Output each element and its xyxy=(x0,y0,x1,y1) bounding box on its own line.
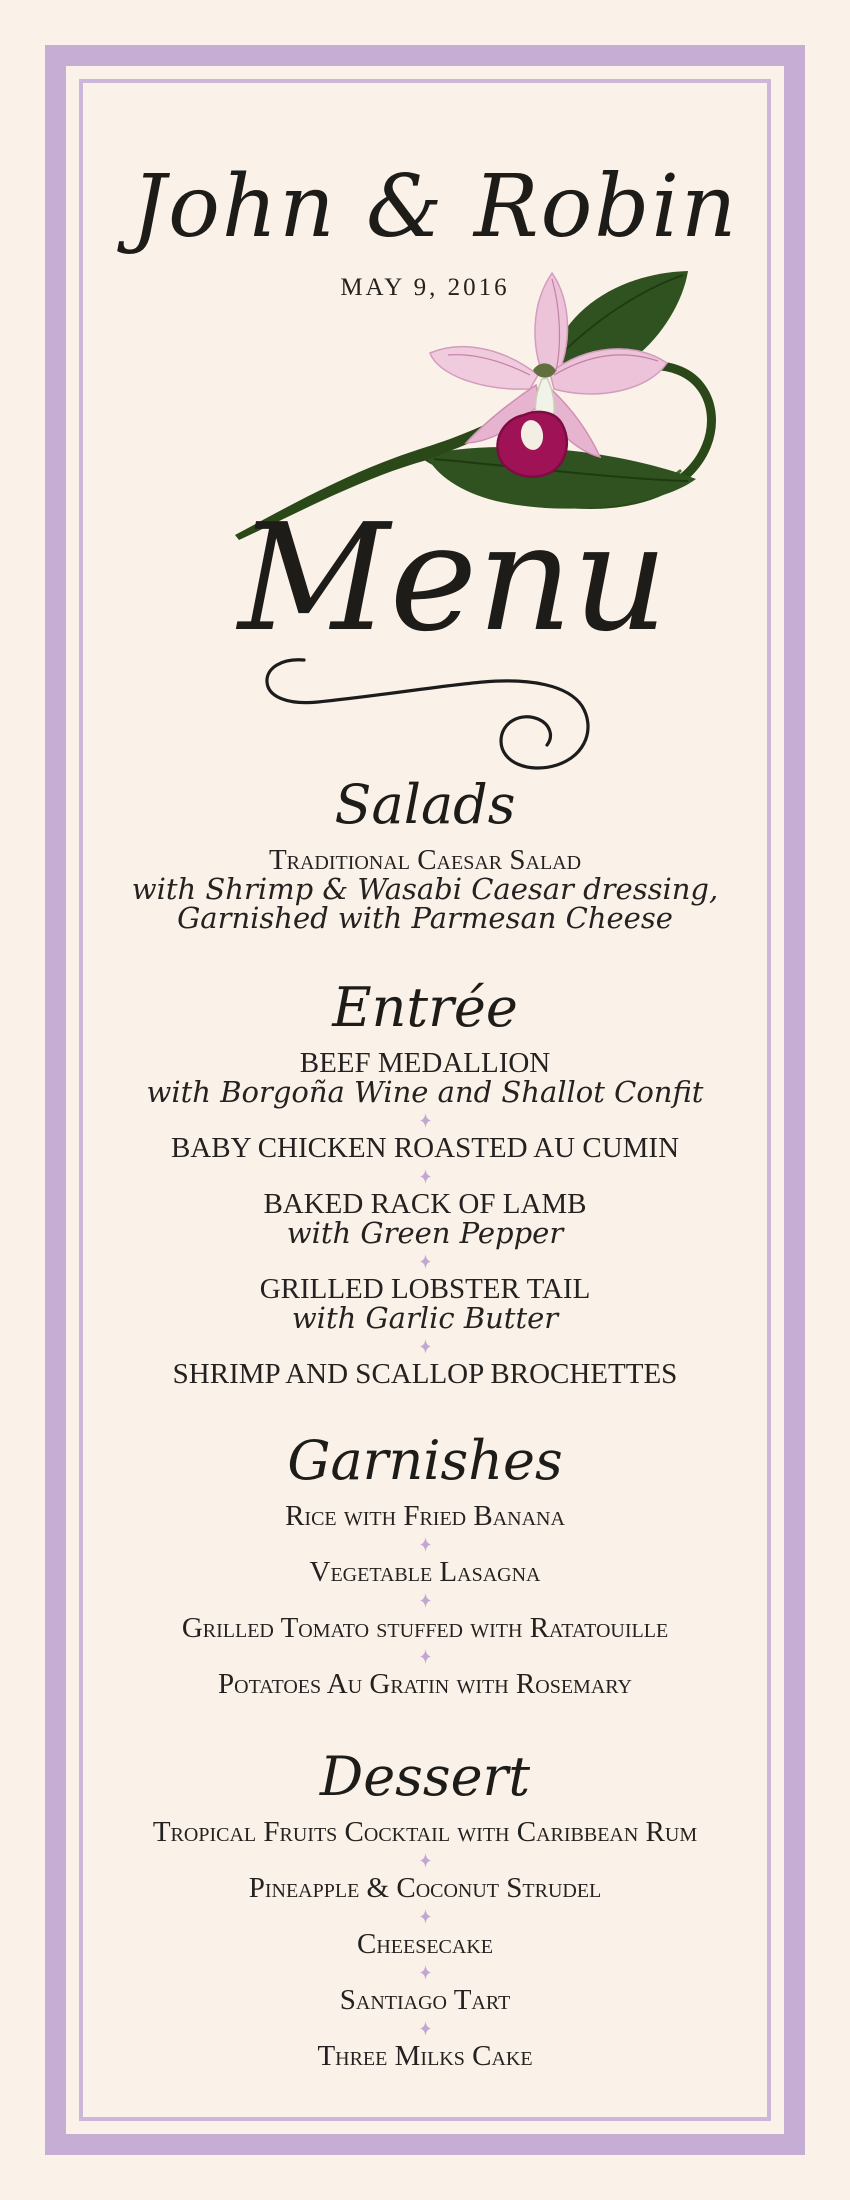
section-salads xyxy=(84,765,766,933)
diamond-separator-icon xyxy=(84,2015,766,2041)
menu-item: Three Milks Cake xyxy=(317,2040,533,2072)
menu-item: Vegetable Lasagna xyxy=(309,1556,541,1588)
section-heading: Entrée xyxy=(332,976,518,1039)
diamond-separator-icon xyxy=(84,1531,766,1557)
diamond-separator-icon xyxy=(84,1847,766,1873)
menu-item: Santiago Tart xyxy=(339,1984,511,2016)
diamond-separator-icon xyxy=(84,1643,766,1669)
menu-item: Cheesecake xyxy=(356,1928,493,1960)
event-date: MAY 9, 2016 xyxy=(340,274,510,301)
menu-title: Menu xyxy=(238,492,668,664)
section-garnishes xyxy=(84,1421,766,1699)
diamond-separator-icon xyxy=(84,1163,766,1189)
menu-item-detail: with Garlic Butter xyxy=(291,1301,559,1335)
diamond-separator-icon xyxy=(84,1903,766,1929)
section-entree xyxy=(84,968,766,1389)
diamond-separator-icon xyxy=(84,1587,766,1613)
menu-item: Tropical Fruits Cocktail with Caribbean Rum xyxy=(152,1816,698,1848)
menu-item-detail: with Borgoña Wine and Shallot Confit xyxy=(146,1075,704,1109)
menu-item: Rice with Fried Banana xyxy=(285,1500,565,1532)
diamond-separator-icon xyxy=(84,1248,766,1274)
section-heading: Salads xyxy=(334,773,516,836)
section-dessert xyxy=(84,1737,766,2071)
menu-item: SHRIMP AND SCALLOP BROCHETTES xyxy=(172,1358,678,1390)
menu-item-detail: Garnished with Parmesan Cheese xyxy=(177,901,673,935)
menu-item: Potatoes Au Gratin with Rosemary xyxy=(218,1668,632,1700)
menu-item: GRILLED LOBSTER TAIL xyxy=(259,1273,591,1305)
diamond-separator-icon xyxy=(84,1333,766,1359)
menu-item: Pineapple & Coconut Strudel xyxy=(248,1872,602,1904)
couple-names-title: John & Robin xyxy=(131,157,739,257)
menu-item: Grilled Tomato stuffed with Ratatouille xyxy=(181,1612,669,1644)
diamond-separator-icon xyxy=(84,1107,766,1133)
section-heading: Dessert xyxy=(319,1745,531,1808)
diamond-separator-icon xyxy=(84,1959,766,1985)
menu-item-detail: with Green Pepper xyxy=(286,1216,564,1250)
menu-item: BABY CHICKEN ROASTED AU CUMIN xyxy=(170,1132,680,1164)
menu-item: Traditional Caesar Salad xyxy=(268,844,582,876)
menu-item: BEEF MEDALLION xyxy=(299,1047,551,1079)
menu-item: BAKED RACK OF LAMB xyxy=(263,1188,587,1220)
section-heading: Garnishes xyxy=(287,1429,563,1492)
menu-item-detail: with Shrimp & Wasabi Caesar dressing, xyxy=(131,872,719,906)
